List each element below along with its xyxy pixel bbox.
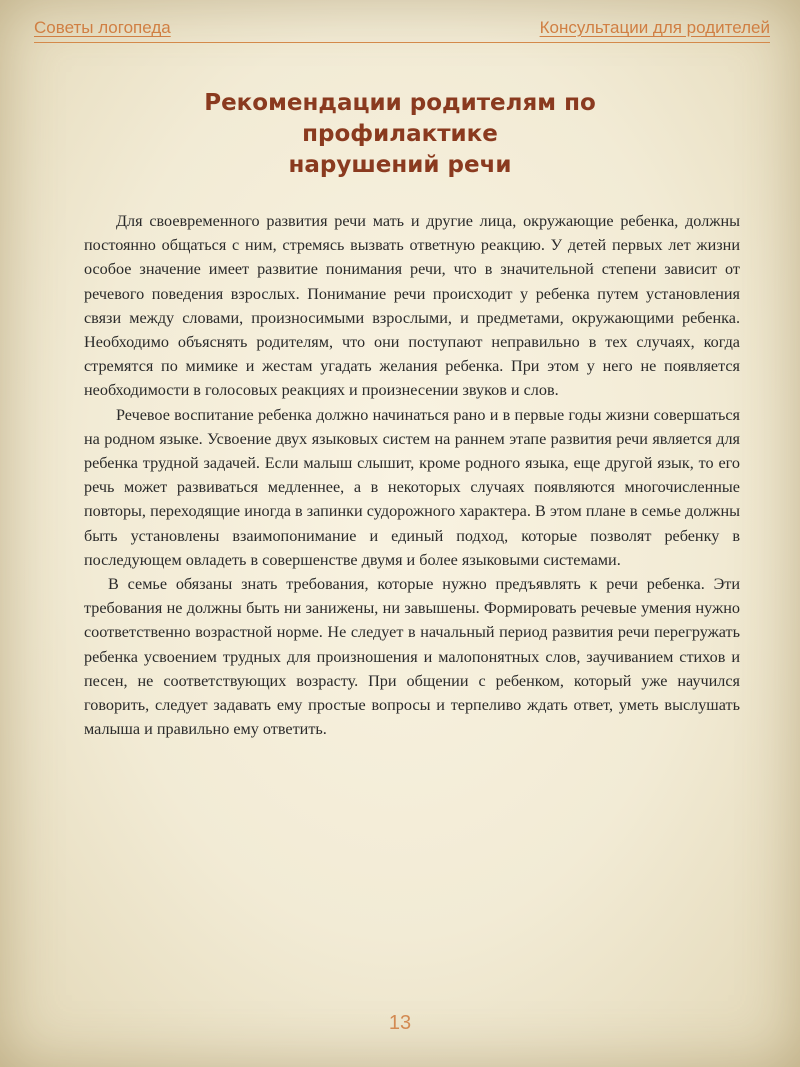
paragraph-2: Речевое воспитание ребенка должно начинаться рано и в первые годы жизни совершаться на родном языке. Усвоение двух языковых систем на раннем этапе развития речи является для ребенка трудной задачей. Если малыш слышит, кроме родного языка, еще другой язык, то его речь может развиваться медленнее, а в некоторых случаях появляются многочисленные повторы, переходящие иногда в запинки судорожного характера. В этом плане в семье должны быть установлены взаимопонимание и единый подход, которые позволят ребенку в последующем овладеть в совершенстве двумя и более языковыми системами. [84, 405, 740, 569]
title-line-2: профилактике [302, 121, 498, 147]
title-line-1: Рекомендации родителям по [204, 90, 596, 116]
body-text [84, 209, 740, 741]
title-line-3: нарушений речи [288, 152, 512, 178]
paragraph-1: Для своевременного развития речи мать и другие лица, окружающие ребенка, должны постоянно общаться с ним, стремясь вызвать ответную реакцию. У детей первых лет жизни особое значение имеет развитие понимания речи, что в значительной степени зависит от речевого поведения взрослых. Понимание речи происходит у ребенка путем установления связи между словами, произносимыми взрослыми, и предметами, окружающими ребенка. Необходимо объяснять родителям, что они поступают неправильно в тех случаях, когда стремятся по мимике и жестам угадать желания ребенка. При этом у него не появляется необходимости в голосовых реакциях и произнесении звуков и слов. [84, 212, 740, 400]
page-number: 13 [388, 1012, 412, 1034]
paragraph-3: В семье обязаны знать требования, которые нужно предъявлять к речи ребенка. Эти требования не должны быть ни занижены, ни завышены. Формировать речевые умения нужно соответственно возрастной норме. Не следует в начальный период развития речи перегружать ребенка усвоением трудных для произношения и малопонятных слов, заучиванием стихов и песен, не соответствующих возрасту. При общении с ребенком, который уже научился говорить, следует задавать ему простые вопросы и терпеливо ждать ответ, уметь выслушать малыша и правильно ему ответить. [84, 575, 740, 739]
header-left-link[interactable]: Советы логопеда [34, 18, 171, 37]
header-right-link[interactable]: Консультации для родителей [539, 18, 770, 37]
page-title [100, 88, 700, 181]
header-bar [34, 16, 770, 43]
